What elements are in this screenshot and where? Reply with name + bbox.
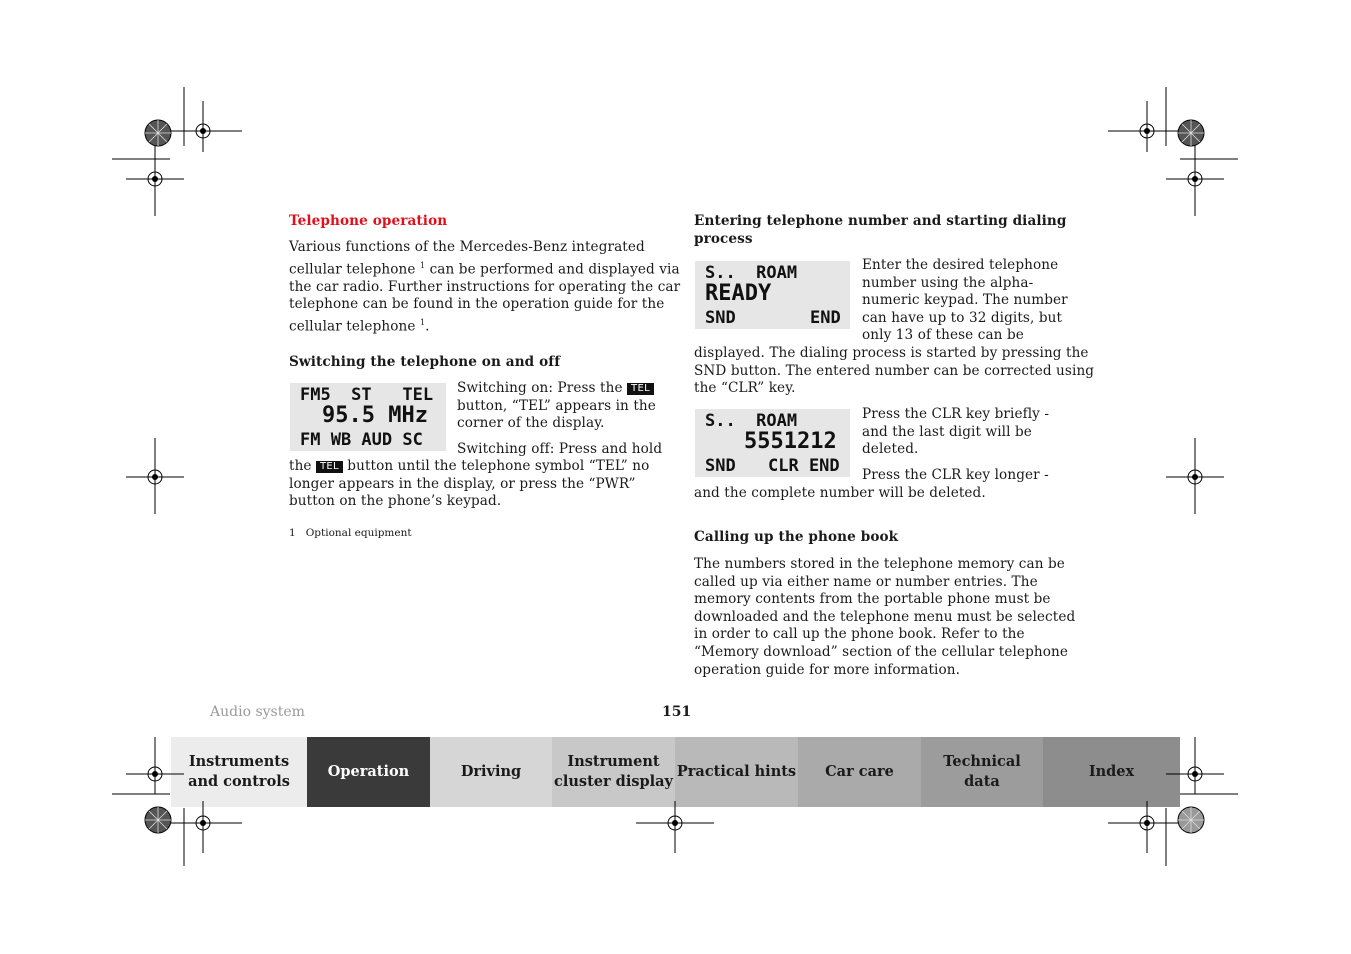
nav-tab-label: Instrument cluster display xyxy=(554,753,673,790)
nav-tab-label: Technical data xyxy=(943,753,1021,790)
section-footer: Audio system xyxy=(210,704,305,720)
intro-line: Various functions of the Mercedes-Benz integrated xyxy=(289,239,645,255)
switch-off-line: longer appears in the display, or press the “PWR” xyxy=(289,475,636,492)
enter-line: only 13 of these can be xyxy=(862,327,1024,344)
nav-tab-label: Car care xyxy=(825,763,894,780)
switch-on-line: Switching on: Press the TEL xyxy=(457,380,656,398)
nav-tab-label: Operation xyxy=(327,763,410,780)
enter-line: can have up to 32 digits, but xyxy=(862,309,1063,326)
display-line-1: FM5 ST TEL xyxy=(300,385,434,405)
clr-long-text-cont: and the complete number will be deleted. xyxy=(694,485,986,501)
footnote-ref: 1 xyxy=(419,317,426,327)
display-line-1: S.. ROAM xyxy=(705,411,798,431)
tel-key-icon: TEL xyxy=(316,461,343,473)
page-number: 151 xyxy=(662,704,692,720)
enter-line: the “CLR” key. xyxy=(694,380,796,397)
phonebook-line: The numbers stored in the telephone memory can be xyxy=(694,556,1065,572)
phonebook-line: called up via either name or number entries. The xyxy=(694,573,1038,590)
section-heading: Telephone operation xyxy=(289,213,448,229)
display-line-2: 95.5 MHz xyxy=(322,403,428,428)
phonebook-line: operation guide for more information. xyxy=(694,661,961,678)
intro-line: the car radio. Further instructions for operating the car xyxy=(289,278,681,295)
display-line-3-right: END xyxy=(810,308,841,328)
subsection-heading: Switching the telephone on and off xyxy=(289,354,561,370)
nav-tab-label: Instruments and controls xyxy=(188,753,290,790)
intro-line: cellular telephone $^1$ can be performed and displayed via xyxy=(289,260,680,278)
clr-long-text: Press the CLR key longer - xyxy=(862,467,1049,483)
clr-line: and the last digit will be xyxy=(862,423,1032,440)
enter-line: Enter the desired telephone xyxy=(862,257,1059,273)
nav-tab-label: Index xyxy=(1088,763,1135,780)
switch-on-line: button, “TEL” appears in the xyxy=(457,397,656,414)
enter-line: displayed. The dialing process is started by pressing the xyxy=(694,345,1089,361)
enter-line: SND button. The entered number can be corrected using xyxy=(694,362,1095,379)
display-line-1: S.. ROAM xyxy=(705,263,798,283)
phonebook-line: “Memory download” section of the cellular telephone xyxy=(694,643,1069,660)
clr-line: Press the CLR key briefly - xyxy=(862,406,1050,422)
footnote-ref: 1 xyxy=(419,260,426,270)
switch-on-line: corner of the display. xyxy=(457,415,605,432)
phonebook-line: memory contents from the portable phone must be xyxy=(694,591,1051,608)
switch-off-line: Switching off: Press and hold xyxy=(457,441,663,457)
phonebook-line: in order to call up the phone book. Refer to the xyxy=(694,626,1025,643)
phonebook-line: downloaded and the telephone menu must be selected xyxy=(694,608,1076,625)
display-line-3-left: SND xyxy=(705,308,736,328)
nav-tab-label: Practical hints xyxy=(676,763,797,780)
display-line-3: FM WB AUD SC xyxy=(300,430,423,450)
footnote-text: Optional equipment xyxy=(305,527,412,539)
tel-key-icon: TEL xyxy=(627,383,654,395)
enter-line: number using the alpha- xyxy=(862,274,1034,291)
clr-line: deleted. xyxy=(862,441,919,458)
switch-off-line: the TEL button until the telephone symbol “TEL” no xyxy=(289,458,650,474)
intro-line: telephone can be found in the operation guide for the xyxy=(289,296,665,313)
display-line-2: 5551212 xyxy=(744,429,837,454)
enter-line: numeric keypad. The number xyxy=(862,292,1068,309)
switch-off-line: button on the phone’s keypad. xyxy=(289,493,502,510)
display-line-3-right: CLR END xyxy=(768,456,840,476)
nav-tab-label: Driving xyxy=(460,763,522,780)
heading-line: Entering telephone number and starting dialing xyxy=(694,213,1067,229)
display-line-2: READY xyxy=(705,281,772,306)
intro-line: cellular telephone $^1$. xyxy=(289,317,430,335)
footnote-number: 1 xyxy=(289,527,296,539)
display-line-3-left: SND xyxy=(705,456,736,476)
heading-line: process xyxy=(694,230,753,247)
phonebook-heading: Calling up the phone book xyxy=(694,529,899,545)
